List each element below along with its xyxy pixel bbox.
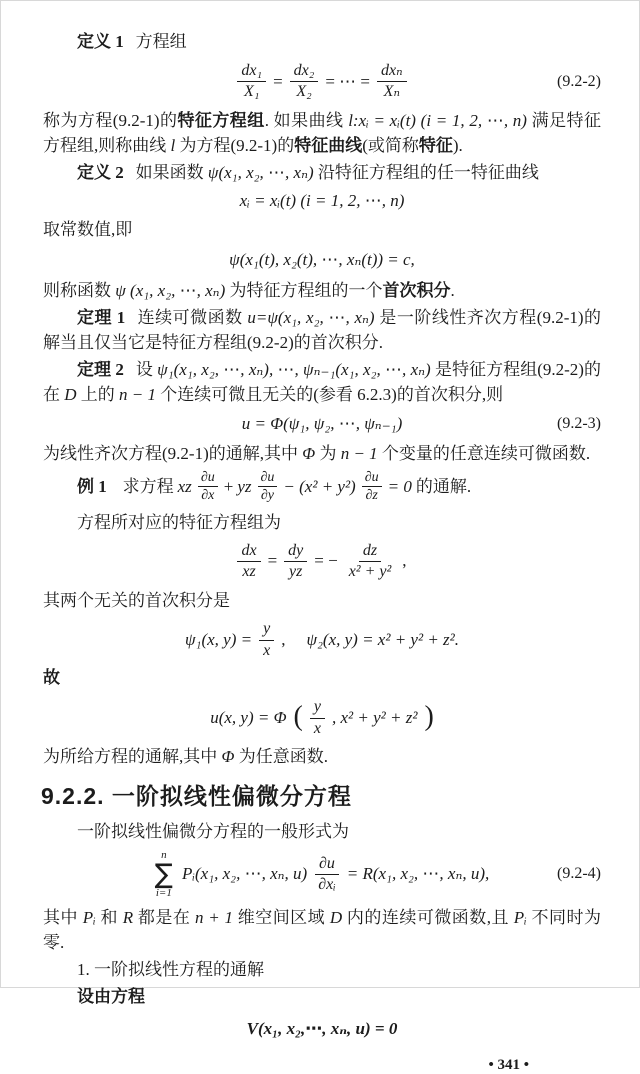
- page-content: [43, 29, 601, 1074]
- text-run: 为线性齐次方程(9.2-1)的通解,其中: [43, 443, 303, 463]
- solution-note-paragraph: [43, 744, 601, 769]
- numerator: dx₂: [290, 62, 319, 82]
- bold-term: 首次积分: [382, 280, 451, 300]
- sum-lower-limit: i=1: [155, 886, 172, 899]
- definition-2-paragraph: [43, 160, 601, 185]
- math-run: − (x² + y²): [283, 477, 356, 497]
- numerator: dy: [284, 542, 307, 562]
- denominator: x: [313, 719, 321, 737]
- text-run: 满足特征方程组,则称曲线: [43, 110, 602, 155]
- math-run: n − 1: [119, 384, 157, 404]
- math-run: n − 1: [340, 443, 378, 463]
- theorem-1-paragraph: [43, 305, 601, 355]
- numerator: dz: [359, 542, 381, 562]
- text-run: 不同时为零.: [43, 907, 601, 952]
- equation-body: [185, 620, 459, 660]
- fraction: [284, 542, 307, 582]
- text-run: 是特征方程组(9.2-2)的在: [43, 359, 602, 404]
- sigma-icon: ∑: [154, 858, 173, 890]
- math-run: ψ (x₁, x₂, ⋯, xₙ): [115, 280, 226, 300]
- fraction: [198, 470, 218, 504]
- text-run: 如果函数: [135, 162, 208, 182]
- constant-value-paragraph: 取常数值,即: [43, 219, 133, 239]
- equation-body: xᵢ = xᵢ(t) (i = 1, 2, ⋯, n): [239, 190, 405, 210]
- math-run: ψ₁(x₁, x₂, ⋯, xₙ), ⋯, ψₙ₋₁(x₁, x₂, ⋯, xₙ): [157, 359, 431, 379]
- numerator: dx₁: [237, 62, 266, 82]
- text-run: 维空间区域: [233, 907, 330, 927]
- equation-general-solution: [43, 698, 601, 738]
- text-run: 为: [315, 443, 341, 463]
- text-run: 其中: [43, 907, 83, 927]
- text-run: 为所给方程的通解,其中: [43, 746, 222, 766]
- fraction: [310, 698, 325, 738]
- text-run: 称为方程(9.2-1)的: [43, 110, 178, 130]
- where-paragraph: [43, 905, 601, 955]
- bold-term: 特征曲线: [294, 135, 363, 155]
- fraction: [258, 470, 278, 504]
- denominator: xz: [242, 562, 256, 580]
- math-run: ψ(x₁, x₂, ⋯, xₙ): [207, 162, 314, 182]
- math-run: u=ψ(x₁, x₂, ⋯, xₙ): [247, 307, 375, 327]
- text-run: 连续可微函数: [137, 307, 248, 327]
- denominator: X₁: [244, 83, 260, 101]
- text-run: 和: [95, 907, 123, 927]
- denominator: yz: [289, 562, 303, 580]
- section-heading-9-2-2: 9.2.2. 一阶拟线性偏微分方程: [41, 782, 352, 809]
- text-run: 是一阶线性齐次方程(9.2-1)的解当且仅当它是特征方程组(9.2-2)的首次积分.: [43, 307, 602, 352]
- denominator: ∂y: [260, 488, 275, 504]
- equation-v: [43, 1015, 601, 1043]
- equation-body: [210, 698, 434, 738]
- characteristic-system-paragraph: [43, 108, 601, 158]
- equation-body: [155, 850, 490, 899]
- sum-upper-limit: n: [161, 848, 167, 861]
- text-run: 设: [135, 359, 158, 379]
- math-run: xz: [177, 477, 192, 497]
- text-run: (或简称: [362, 135, 419, 155]
- math-run: D: [64, 384, 77, 404]
- equation-curve: [43, 187, 601, 215]
- math-run: u(x, y) = Φ: [210, 708, 287, 728]
- equation-9-2-2: [43, 62, 601, 102]
- equals-minus-sign: = −: [314, 551, 338, 571]
- char-system-intro-paragraph: 方程所对应的特征方程组为: [77, 512, 281, 532]
- math-run: Pᵢ(x₁, x₂, ⋯, xₙ, u): [181, 864, 308, 884]
- general-form-paragraph: 一阶拟线性偏微分方程的一般形式为: [77, 821, 349, 841]
- fraction: [237, 542, 260, 582]
- numerator: y: [310, 698, 325, 718]
- math-run: D: [329, 907, 343, 927]
- denominator: ∂z: [365, 488, 378, 504]
- equation-body: V(x₁, x₂,⋯, xₙ, u) = 0: [246, 1018, 398, 1038]
- bold-term: 特征方程组: [177, 110, 265, 130]
- math-run: Φ: [302, 443, 316, 463]
- denominator: ∂xᵢ: [318, 875, 336, 893]
- math-run: l: [170, 135, 176, 155]
- text-run: ).: [452, 135, 463, 155]
- plus-sign: +: [223, 477, 234, 497]
- text-run: 为特征方程组的一个: [225, 280, 383, 300]
- equation-label: (9.2-4): [557, 865, 601, 883]
- numerator: ∂u: [198, 470, 218, 487]
- numerator: ∂u: [315, 855, 339, 875]
- text-run: 为任意函数.: [234, 746, 328, 766]
- math-run: Φ: [221, 746, 235, 766]
- numerator: dxₙ: [377, 62, 407, 82]
- fraction: [345, 542, 396, 582]
- page-number: • 341 •: [488, 1056, 529, 1073]
- equals-sign: =: [273, 71, 283, 91]
- two-integrals-paragraph: 其两个无关的首次积分是: [43, 591, 230, 611]
- equation-first-integral-constant: [43, 246, 601, 274]
- text-run: 沿特征方程组的任一特征曲线: [313, 162, 539, 182]
- equals-sign: =: [267, 551, 278, 571]
- text-run: 上的: [76, 384, 120, 404]
- denominator: ∂x: [201, 488, 215, 504]
- text-run: 则称函数: [43, 280, 116, 300]
- math-run: R: [122, 907, 134, 927]
- comma: ,: [281, 630, 286, 650]
- comma: ,: [402, 551, 407, 571]
- first-integral-paragraph: [43, 278, 601, 303]
- fraction: [237, 62, 266, 102]
- equation-9-2-4: [43, 850, 601, 899]
- math-run: l:xᵢ = xᵢ(t) (i = 1, 2, ⋯, n): [348, 110, 527, 130]
- example-1-label: 例 1: [77, 477, 107, 497]
- fraction: [377, 62, 407, 102]
- equation-characteristic-system: [43, 542, 601, 582]
- denominator: x: [263, 641, 271, 659]
- equation-label: (9.2-2): [557, 72, 601, 90]
- text-run: 都是在: [133, 907, 196, 927]
- text-run: 的通解.: [415, 477, 472, 497]
- item-1-heading: 1. 一阶拟线性方程的通解: [77, 959, 264, 979]
- let-equation-paragraph: 设由方程: [77, 986, 145, 1006]
- numerator: ∂u: [362, 470, 382, 487]
- hence-paragraph: 故: [43, 668, 60, 688]
- example-1-paragraph: [43, 470, 601, 504]
- text-run: 个变量的任意连续可微函数.: [377, 443, 591, 463]
- equation-body: [237, 542, 406, 582]
- definition-2-label: 定义 2: [77, 162, 124, 182]
- text-run: 方程组: [135, 32, 187, 51]
- math-run: Pᵢ: [513, 907, 527, 927]
- equation-body: ψ(x₁(t), x₂(t), ⋯, xₙ(t)) = c,: [229, 249, 415, 269]
- text-run: 内的连续可微函数,且: [342, 907, 514, 927]
- text-run: .: [450, 280, 455, 300]
- general-solution-paragraph: [43, 441, 601, 466]
- math-run: , x² + y² + z²: [331, 708, 418, 728]
- text-run: 个连续可微且无关的(参看 6.2.3)的首次积分,则: [156, 384, 504, 404]
- math-run: = 0: [387, 477, 412, 497]
- denominator: Xₙ: [383, 83, 400, 101]
- theorem-2-label: 定理 2: [77, 359, 124, 379]
- math-run: n + 1: [195, 907, 233, 927]
- close-paren: ): [424, 701, 434, 733]
- definition-1-label: 定义 1: [77, 32, 124, 51]
- equation-body: [237, 62, 406, 102]
- theorem-1-label: 定理 1: [77, 307, 126, 327]
- fraction: [314, 855, 340, 895]
- definition-1-paragraph: [43, 29, 601, 54]
- ellipsis-equals: = ⋯ =: [325, 71, 371, 91]
- summation-symbol: [155, 850, 173, 899]
- denominator: x² + y²: [348, 562, 392, 580]
- math-run: yz: [237, 477, 252, 497]
- bold-term: 特征: [418, 135, 453, 155]
- text-run: 求方程: [122, 477, 174, 497]
- math-run: = R(x₁, x₂, ⋯, xₙ, u),: [346, 864, 490, 884]
- numerator: y: [259, 620, 274, 640]
- fraction: [362, 470, 382, 504]
- denominator: X₂: [296, 83, 312, 101]
- numerator: dx: [237, 542, 260, 562]
- equation-9-2-3: [43, 410, 601, 438]
- text-run: . 如果曲线: [264, 110, 349, 130]
- equation-first-integrals: [43, 620, 601, 660]
- math-run: ψ₂(x, y) = x² + y² + z².: [306, 630, 459, 650]
- equation-label: (9.2-3): [557, 414, 601, 432]
- math-run: Pᵢ: [82, 907, 96, 927]
- equation-body: u = Φ(ψ₁, ψ₂, ⋯, ψₙ₋₁): [241, 413, 403, 433]
- math-run: ψ₁(x, y) =: [184, 630, 253, 650]
- text-run: 为方程(9.2-1)的: [175, 135, 295, 155]
- fraction: [290, 62, 319, 102]
- fraction: [259, 620, 274, 660]
- open-paren: (: [293, 701, 303, 733]
- numerator: ∂u: [258, 470, 278, 487]
- theorem-2-paragraph: [43, 357, 601, 407]
